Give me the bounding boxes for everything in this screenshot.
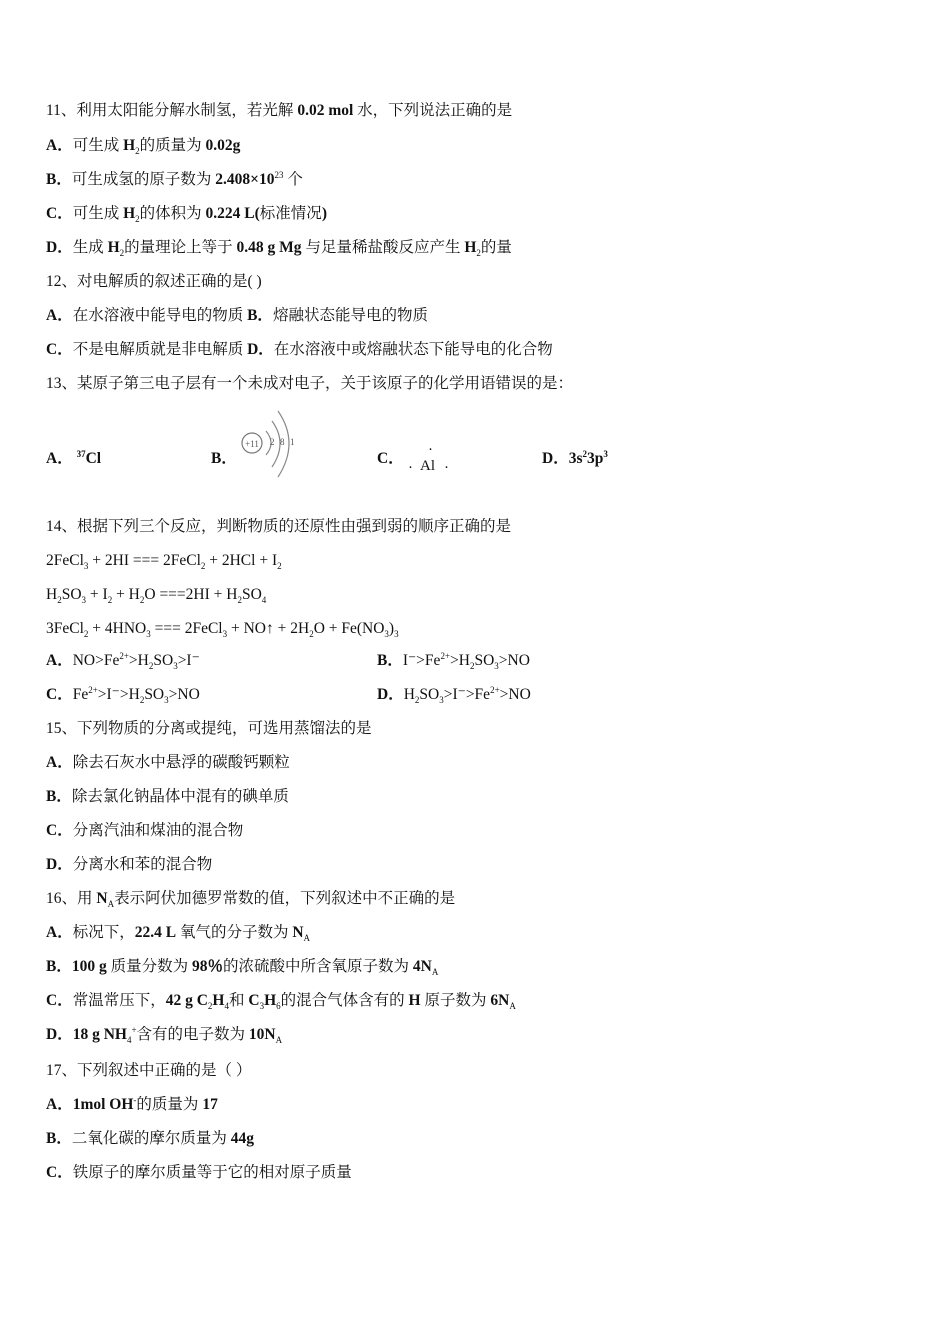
text-run: >NO [499, 686, 531, 703]
atom-structure-diagram [234, 405, 304, 485]
text-run: 2 [135, 214, 140, 225]
text-run: H [408, 992, 421, 1009]
text-run: D． [46, 239, 73, 256]
text-run: B． [46, 1130, 72, 1147]
question-stem [46, 101, 512, 121]
text-run: + I [86, 586, 108, 603]
text-run: 3 [384, 629, 389, 640]
text-run: A [431, 967, 439, 978]
text-run: 2 [83, 629, 89, 640]
text-run: >H [450, 652, 470, 669]
text-run: 2 [139, 595, 145, 606]
question-stem [46, 1061, 251, 1081]
text-run: D． [46, 1026, 73, 1043]
text-run: A [275, 1035, 283, 1046]
text-run: SO [153, 652, 174, 669]
text-run: 和 [228, 992, 249, 1009]
answer-option [46, 306, 428, 326]
text-run: A [107, 899, 115, 910]
text-run: 在水溶液中或熔融状态下能导电的化合物 [273, 341, 553, 358]
text-run: 3 [259, 1001, 265, 1012]
text-run: 2 [148, 661, 154, 672]
answer-option [46, 1095, 218, 1115]
answer-option [46, 170, 303, 190]
text-run: A． [46, 307, 73, 324]
text-run: 2 [469, 661, 475, 672]
text-run: 可生成氢的原子数为 [71, 171, 216, 188]
answer-option [46, 753, 290, 773]
text-run: >H [128, 652, 149, 669]
option-label: A． [46, 450, 73, 467]
mass-number: 37 [76, 448, 86, 459]
text-run: NO>Fe [72, 652, 120, 669]
text-run: 2 [414, 695, 420, 706]
text-run: >NO [168, 686, 200, 703]
text-run: 分离水和苯的混合物 [72, 856, 213, 873]
text-run: 10N [248, 1026, 276, 1043]
text-run: D． [377, 686, 404, 703]
element-symbol: Cl [85, 450, 102, 467]
text-run: 22.4 L [134, 924, 177, 941]
text-run: 在水溶液中能导电的物质 [72, 307, 248, 324]
answer-option [46, 1025, 282, 1045]
text-run: 2 [200, 561, 206, 572]
text-run: I⁻>Fe [402, 652, 441, 669]
text-run: 2+ [440, 650, 451, 661]
text-run: 2 [309, 629, 314, 640]
option-label: B． [211, 450, 237, 467]
text-run: 3FeCl [46, 620, 84, 637]
element-symbol: Al [420, 458, 435, 474]
text-run: 3 [394, 629, 399, 640]
text-run: 二氧化碳的摩尔质量为 [71, 1130, 231, 1147]
text-run: 3 [494, 661, 499, 672]
text-run: + H [112, 586, 140, 603]
text-run: B． [46, 171, 72, 188]
text-run: 3 [164, 695, 169, 706]
text-run: 16、用 [46, 890, 97, 907]
text-run: 100 g [71, 958, 107, 975]
text-run: 12、对电解质的叙述正确的是( [46, 273, 257, 290]
text-run: 铁原子的摩尔质量等于它的相对原子质量 [72, 1164, 352, 1181]
option-label: C． [377, 450, 404, 467]
text-run: 11、利用太阳能分解水制氢，若光解 [46, 102, 298, 119]
text-run: D． [247, 341, 274, 358]
answer-option [46, 855, 212, 875]
text-run: 原子数为 [420, 992, 491, 1009]
text-run: N [292, 924, 304, 941]
text-run: SO [419, 686, 440, 703]
text-run: 98％ [191, 958, 223, 975]
text-run: 4 [126, 1035, 132, 1046]
answer-option [377, 685, 531, 705]
text-run: O + Fe(NO [313, 620, 385, 637]
q13-option-b [211, 446, 237, 468]
text-run: >I⁻>H [97, 686, 140, 703]
text-run: H [464, 239, 477, 256]
text-run: A． [46, 137, 73, 154]
config-sup: 2 [582, 448, 587, 459]
answer-option [46, 1163, 352, 1183]
text-run: + 4HNO [88, 620, 147, 637]
answer-option [46, 651, 200, 671]
text-run: 氧气的分子数为 [176, 924, 293, 941]
text-run: ) [256, 273, 262, 290]
text-run: 标况下， [72, 924, 135, 941]
text-run: 4N [412, 958, 432, 975]
answer-option [46, 957, 438, 977]
text-run: 2 [107, 595, 113, 606]
text-run: 2 [57, 595, 62, 606]
text-run: 3 [83, 561, 89, 572]
text-run: ） [235, 1062, 252, 1079]
text-run: 42 g C [165, 992, 208, 1009]
text-run: 17、下列叙述中正确的是（ [46, 1062, 236, 1079]
text-run: ) [321, 205, 327, 222]
text-run: + [131, 1024, 137, 1035]
text-run: 23 [274, 169, 284, 180]
text-run: A． [46, 1096, 73, 1113]
answer-option [46, 923, 310, 943]
text-run: === 2FeCl [150, 620, 223, 637]
text-run: 3 [222, 629, 228, 640]
text-run: SO [61, 586, 82, 603]
text-run: 生成 [72, 239, 108, 256]
text-run: B． [46, 788, 72, 805]
text-run: SO [144, 686, 165, 703]
text-run: 6 [276, 1001, 281, 1012]
text-run: C． [46, 205, 73, 222]
config-text: 3p [587, 450, 604, 467]
text-run: 的混合气体含有的 [280, 992, 409, 1009]
shell-electrons: 2 [270, 437, 275, 447]
answer-option [46, 821, 243, 841]
text-run: SO [241, 586, 262, 603]
text-run: N [96, 890, 108, 907]
text-run: 3 [146, 629, 151, 640]
nucleus-charge: +11 [245, 439, 259, 449]
text-run: 可生成 [72, 205, 124, 222]
answer-option [377, 651, 530, 671]
question-stem [46, 272, 262, 292]
q13-option-a [46, 446, 101, 468]
text-run: 与足量稀盐酸反应产生 [301, 239, 465, 256]
text-run: H [403, 686, 415, 703]
text-run: 2 [119, 248, 125, 259]
config-text: 3s [568, 450, 583, 467]
text-run: >NO [498, 652, 530, 669]
text-run: 可生成 [72, 137, 124, 154]
text-run: 2FeCl [46, 552, 84, 569]
text-run: 的质量为 [139, 137, 206, 154]
text-run: A． [46, 754, 73, 771]
text-run: 0.48 g Mg [236, 239, 302, 256]
text-run: H [46, 586, 58, 603]
text-run: 标准情况 [259, 205, 322, 222]
text-run: 3 [173, 661, 178, 672]
text-run: 2 [139, 695, 145, 706]
text-run: SO [474, 652, 495, 669]
text-run: ) [388, 620, 395, 637]
answer-option [46, 787, 289, 807]
text-run: 含有的电子数为 [136, 1026, 249, 1043]
text-run: 不是电解质就是非电解质 [72, 341, 248, 358]
q13-option-c [377, 446, 404, 468]
text-run: C． [46, 992, 73, 1009]
answer-option [46, 685, 200, 705]
option-label: D． [542, 450, 569, 467]
text-run: C． [46, 341, 73, 358]
text-run: 3 [439, 695, 444, 706]
text-run: D． [46, 856, 73, 873]
text-run: B． [46, 958, 72, 975]
text-run: A [303, 933, 311, 944]
text-run: 2 [277, 561, 282, 572]
text-run: 常温常压下， [72, 992, 166, 1009]
question-stem [46, 719, 372, 739]
text-run: 的质量为 [136, 1096, 203, 1113]
text-run: 0.02 mol [297, 102, 354, 119]
question-stem [46, 517, 511, 537]
text-run: A． [46, 652, 73, 669]
text-run: 2 [207, 1001, 213, 1012]
text-run: Fe [72, 686, 89, 703]
text-run: 质量分数为 [106, 958, 192, 975]
text-run: 个 [283, 171, 303, 188]
text-run: - [133, 1094, 137, 1105]
text-run: B． [247, 307, 273, 324]
text-run: 的量 [480, 239, 512, 256]
text-run: 3 [81, 595, 87, 606]
text-run: + NO↑ + 2H [227, 620, 310, 637]
chemical-equation [46, 619, 399, 639]
text-run: 4 [224, 1001, 229, 1012]
text-run: 13、某原子第三电子层有一个未成对电子，关于该原子的化学用语错误的是： [46, 375, 574, 392]
chemical-equation [46, 551, 282, 571]
text-run: 2 [135, 146, 140, 157]
shell-electrons: 8 [280, 437, 285, 447]
text-run: 14、根据下列三个反应，判断物质的还原性由强到弱的顺序正确的是 [46, 518, 512, 535]
text-run: 分离汽油和煤油的混合物 [72, 822, 244, 839]
text-run: 2 [237, 595, 242, 606]
text-run: C． [46, 822, 73, 839]
answer-option [46, 238, 512, 258]
text-run: >I⁻>Fe [443, 686, 491, 703]
text-run: + 2HI === 2FeCl [88, 552, 201, 569]
text-run: 熔融状态能导电的物质 [272, 307, 428, 324]
text-run: C． [46, 1164, 73, 1181]
text-run: A [509, 1001, 516, 1012]
answer-option [46, 136, 240, 156]
text-run: 2+ [490, 684, 500, 695]
text-run: 2 [476, 248, 481, 259]
text-run: 的量理论上等于 [124, 239, 237, 256]
text-run: 0.224 L( [205, 205, 260, 222]
text-run: 表示阿伏加德罗常数的值，下列叙述中不正确的是 [114, 890, 456, 907]
shell-electrons: 1 [290, 437, 295, 447]
text-run: H [264, 992, 277, 1009]
text-run: 44g [230, 1130, 254, 1147]
text-run: A． [46, 924, 73, 941]
text-run: H [123, 205, 136, 222]
text-run: 的体积为 [139, 205, 206, 222]
text-run: 18 g NH [72, 1026, 127, 1043]
text-run: 除去石灰水中悬浮的碳酸钙颗粒 [72, 754, 290, 771]
text-run: B． [377, 652, 403, 669]
text-run: H [107, 239, 120, 256]
question-stem [46, 889, 455, 909]
text-run: 4 [261, 595, 267, 606]
text-run: O ===2HI + H [144, 586, 238, 603]
answer-option [46, 1129, 254, 1149]
q13-option-d [542, 446, 608, 468]
text-run: 0.02g [205, 137, 241, 154]
text-run: 2.408×10 [215, 171, 275, 188]
text-run: 6N [490, 992, 510, 1009]
text-run: C [248, 992, 260, 1009]
config-sup: 3 [603, 448, 608, 459]
text-run: 1mol OH [72, 1096, 134, 1113]
text-run: 的浓硫酸中所含氧原子数为 [223, 958, 413, 975]
text-run: + 2HCl + I [205, 552, 278, 569]
text-run: 17 [202, 1096, 218, 1113]
text-run: H [212, 992, 225, 1009]
text-run: 15、下列物质的分离或提纯，可选用蒸馏法的是 [46, 720, 372, 737]
answer-option [46, 204, 327, 224]
answer-option [46, 340, 553, 360]
text-run: 2+ [119, 650, 129, 661]
text-run: 2+ [88, 684, 98, 695]
text-run: >I⁻ [177, 652, 200, 669]
chemical-equation [46, 585, 266, 605]
text-run: 水，下列说法正确的是 [353, 102, 513, 119]
text-run: H [123, 137, 136, 154]
text-run: C． [46, 686, 73, 703]
answer-option [46, 991, 516, 1011]
text-run: 除去氯化钠晶体中混有的碘单质 [71, 788, 289, 805]
question-stem [46, 374, 573, 394]
